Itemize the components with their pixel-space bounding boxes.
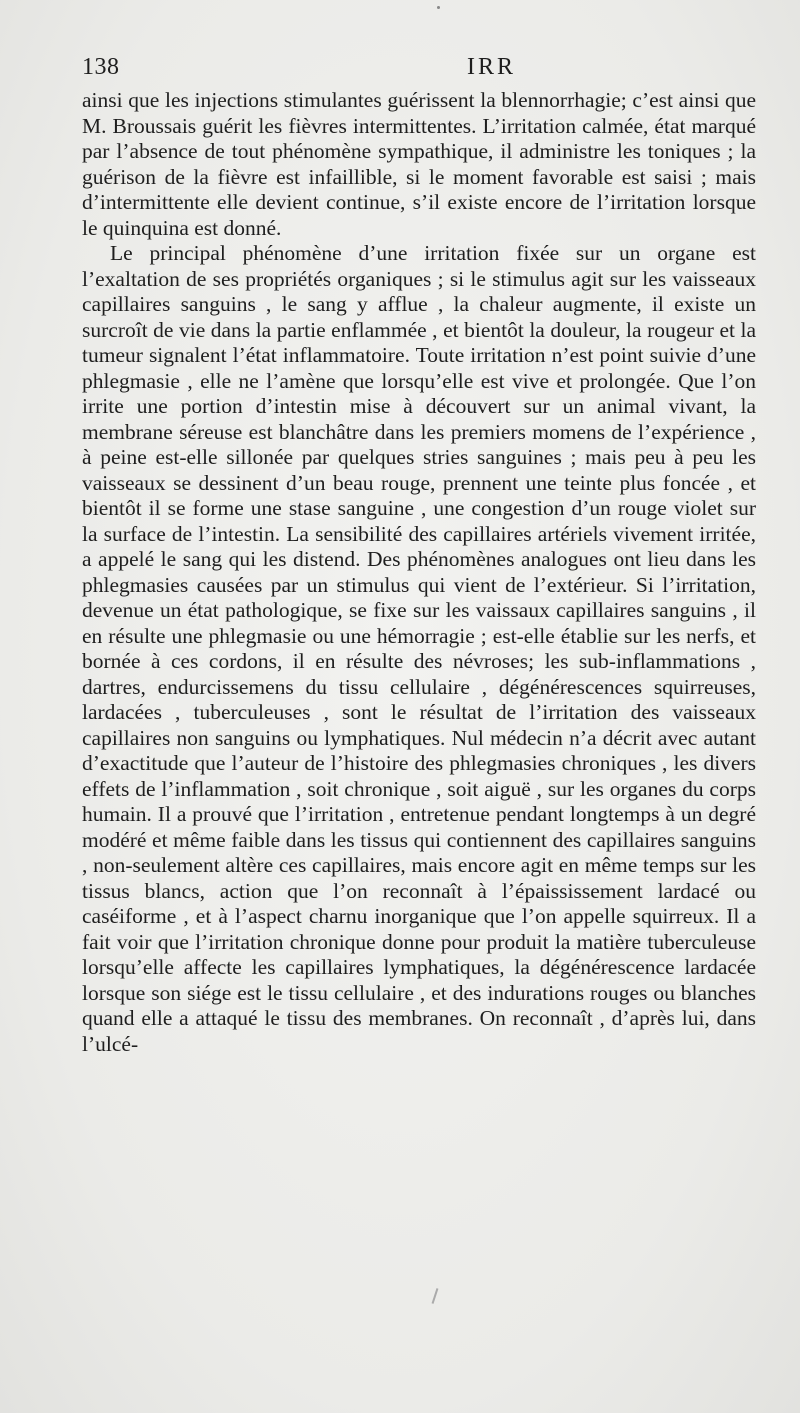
paragraph-principal-phenomene: Le principal phénomène d’une irritation fixée sur un organe est l’exaltation de ses propriétés organiques ; si le stimulus agit sur les vaisseaux capillaires sanguins , le sang y afflue , la chaleur augmente, il existe un surcroît de vie dans la partie enflammée , et bientôt la douleur, la rougeur et la tumeur signalent l’état inflammatoire. Toute irritation n’est point suivie d’une phlegmasie , elle ne l’amène que lorsqu’elle est vive et prolongée. Que l’on irrite une portion d’intestin mise à découvert sur un animal vivant, la membrane séreuse est blanchâtre dans les premiers momens de l’expérience , à peine est-elle sillonée par quelques stries sanguines ; mais peu à peu les vaisseaux se dessinent d’un beau rouge, prennent une teinte plus foncée , et bientôt il se forme une stase sanguine , une congestion d’un rouge violet sur la surface de l’intestin. La sensibilité des capillaires artériels vivement irritée, a appelé le sang qui les distend. Des phénomènes analogues ont lieu dans les phlegmasies causées par un stimulus qui vient de l’extérieur. Si l’irritation, devenue un état pathologique, se fixe sur les vaissaux capillaires sanguins , il en résulte une phlegmasie ou une hémorragie ; est-elle établie sur les nerfs, et bornée à ces cordons, il en résulte des névroses; les sub-inflammations , dartres, endurcissemens du tissu cellulaire , dégénérescences squirreuses, lardacées , tuberculeuses , sont le résultat de l’irritation des vaisseaux capillaires non sanguins ou lymphatiques. Nul médecin n’a décrit avec autant d’exactitude que l’auteur de l’histoire des phlegmasies chroniques , les divers effets de l’inflammation , soit chronique , soit aiguë , sur les organes du corps humain. Il a prouvé que l’irritation , entretenue pendant longtemps à un degré modéré et même faible dans les tissus qui contiennent des capillaires sanguins , non-seulement altère ces capillaires, mais encore agit en même temps sur les tissus blancs, action que l’on reconnaît à l’épaississement lardacé ou caséiforme , et à l’aspect charnu inorganique que l’on appelle squirreux. Il a fait voir que l’irritation chronique donne pour produit la matière tuberculeuse lorsqu’elle affecte les capillaires lymphatiques, la dégénérescence lardacée lorsque son siége est le tissu cellulaire , et des indurations rouges ou blanches quand elle a attaqué le tissu des membranes. On reconnaît , d’après lui, dans l’ulcé- bbox=[82, 241, 756, 1056]
page-number: 138 bbox=[82, 54, 120, 80]
running-head bbox=[82, 54, 756, 86]
paper-mark bbox=[432, 1288, 439, 1304]
running-head-word: IRR bbox=[467, 54, 517, 80]
body-text bbox=[82, 88, 756, 1057]
paragraph-continued: ainsi que les injections stimulantes guérissent la blennorrhagie; c’est ainsi que M. Broussais guérit les fièvres intermittentes. L’irritation calmée, état marqué par l’absence de tout phénomène sympathique, il administre les toniques ; la guérison de la fièvre est infaillible, si le moment favorable est saisi ; mais d’intermittente elle devient continue, s’il existe encore de l’irritation lorsque le quinquina est donné. bbox=[82, 88, 756, 240]
top-ink-speck bbox=[437, 6, 440, 9]
